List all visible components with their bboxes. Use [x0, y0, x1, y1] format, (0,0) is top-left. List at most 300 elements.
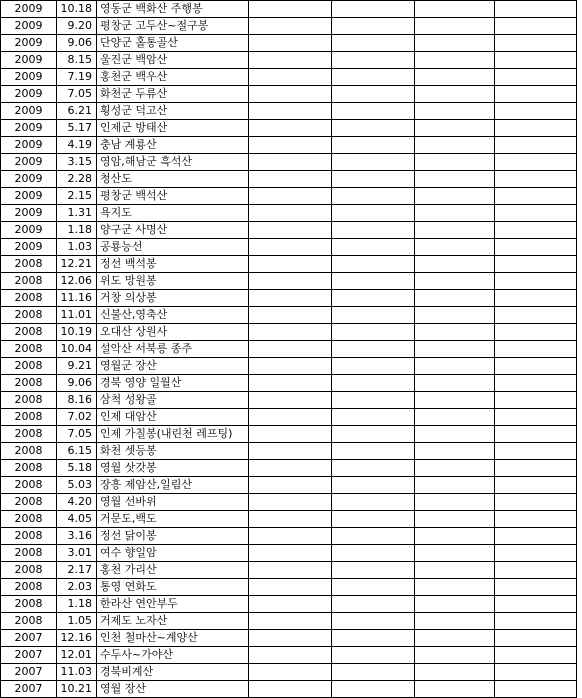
date-cell[interactable]: 4.20 — [57, 494, 97, 511]
place-cell[interactable]: 통영 연화도 — [97, 579, 249, 596]
year-cell[interactable]: 2008 — [1, 256, 57, 273]
empty-cell[interactable] — [332, 137, 415, 154]
empty-cell[interactable] — [249, 375, 332, 392]
empty-cell[interactable] — [495, 511, 577, 528]
empty-cell[interactable] — [332, 443, 415, 460]
place-cell[interactable]: 화천군 두류산 — [97, 86, 249, 103]
empty-cell[interactable] — [495, 375, 577, 392]
empty-cell[interactable] — [415, 664, 495, 681]
year-cell[interactable]: 2008 — [1, 358, 57, 375]
empty-cell[interactable] — [332, 86, 415, 103]
year-cell[interactable]: 2008 — [1, 562, 57, 579]
empty-cell[interactable] — [495, 120, 577, 137]
empty-cell[interactable] — [415, 375, 495, 392]
place-cell[interactable]: 거제도 노자산 — [97, 613, 249, 630]
empty-cell[interactable] — [415, 681, 495, 698]
empty-cell[interactable] — [332, 35, 415, 52]
empty-cell[interactable] — [495, 613, 577, 630]
empty-cell[interactable] — [249, 307, 332, 324]
place-cell[interactable]: 단양군 홀통골산 — [97, 35, 249, 52]
empty-cell[interactable] — [249, 392, 332, 409]
place-cell[interactable]: 경북 영양 일월산 — [97, 375, 249, 392]
empty-cell[interactable] — [249, 596, 332, 613]
empty-cell[interactable] — [249, 18, 332, 35]
place-cell[interactable]: 영월군 장산 — [97, 358, 249, 375]
place-cell[interactable]: 오대산 상원사 — [97, 324, 249, 341]
empty-cell[interactable] — [415, 205, 495, 222]
empty-cell[interactable] — [332, 494, 415, 511]
year-cell[interactable]: 2009 — [1, 154, 57, 171]
date-cell[interactable]: 12.21 — [57, 256, 97, 273]
year-cell[interactable]: 2008 — [1, 324, 57, 341]
empty-cell[interactable] — [415, 477, 495, 494]
empty-cell[interactable] — [332, 664, 415, 681]
empty-cell[interactable] — [249, 1, 332, 18]
place-cell[interactable]: 경북비계산 — [97, 664, 249, 681]
empty-cell[interactable] — [495, 137, 577, 154]
empty-cell[interactable] — [415, 307, 495, 324]
table-row — [1, 681, 577, 698]
empty-cell[interactable] — [415, 35, 495, 52]
date-cell[interactable]: 8.16 — [57, 392, 97, 409]
empty-cell[interactable] — [249, 324, 332, 341]
empty-cell[interactable] — [249, 579, 332, 596]
empty-cell[interactable] — [332, 375, 415, 392]
place-cell[interactable]: 정선 닭이봉 — [97, 528, 249, 545]
empty-cell[interactable] — [249, 630, 332, 647]
empty-cell[interactable] — [249, 86, 332, 103]
empty-cell[interactable] — [249, 239, 332, 256]
year-cell[interactable]: 2009 — [1, 69, 57, 86]
empty-cell[interactable] — [332, 52, 415, 69]
year-cell[interactable]: 2008 — [1, 460, 57, 477]
empty-cell[interactable] — [332, 545, 415, 562]
year-cell[interactable]: 2007 — [1, 681, 57, 698]
table-row — [1, 188, 577, 205]
empty-cell[interactable] — [415, 188, 495, 205]
empty-cell[interactable] — [249, 511, 332, 528]
table-row — [1, 273, 577, 290]
year-cell[interactable]: 2008 — [1, 392, 57, 409]
empty-cell[interactable] — [332, 1, 415, 18]
place-cell[interactable]: 정선 백석봉 — [97, 256, 249, 273]
place-cell[interactable]: 욕지도 — [97, 205, 249, 222]
place-cell[interactable]: 설악산 서북릉 종주 — [97, 341, 249, 358]
empty-cell[interactable] — [332, 426, 415, 443]
empty-cell[interactable] — [495, 647, 577, 664]
year-cell[interactable]: 2009 — [1, 120, 57, 137]
date-cell[interactable]: 6.15 — [57, 443, 97, 460]
empty-cell[interactable] — [495, 528, 577, 545]
year-cell[interactable]: 2009 — [1, 35, 57, 52]
year-cell[interactable]: 2008 — [1, 579, 57, 596]
place-cell[interactable]: 인제 가칠봉(내린천 레프팅) — [97, 426, 249, 443]
place-cell[interactable]: 홍천 가리산 — [97, 562, 249, 579]
table-row — [1, 358, 577, 375]
empty-cell[interactable] — [332, 341, 415, 358]
date-cell[interactable]: 3.15 — [57, 154, 97, 171]
empty-cell[interactable] — [332, 392, 415, 409]
empty-cell[interactable] — [495, 392, 577, 409]
empty-cell[interactable] — [495, 222, 577, 239]
empty-cell[interactable] — [332, 562, 415, 579]
empty-cell[interactable] — [495, 409, 577, 426]
empty-cell[interactable] — [495, 358, 577, 375]
empty-cell[interactable] — [249, 35, 332, 52]
empty-cell[interactable] — [249, 103, 332, 120]
date-cell[interactable]: 10.21 — [57, 681, 97, 698]
year-cell[interactable]: 2007 — [1, 664, 57, 681]
date-cell[interactable]: 2.15 — [57, 188, 97, 205]
empty-cell[interactable] — [415, 579, 495, 596]
empty-cell[interactable] — [249, 528, 332, 545]
empty-cell[interactable] — [332, 409, 415, 426]
empty-cell[interactable] — [495, 562, 577, 579]
date-cell[interactable]: 4.05 — [57, 511, 97, 528]
empty-cell[interactable] — [415, 222, 495, 239]
empty-cell[interactable] — [249, 69, 332, 86]
date-cell[interactable]: 1.18 — [57, 596, 97, 613]
date-cell[interactable]: 1.03 — [57, 239, 97, 256]
date-cell[interactable]: 3.16 — [57, 528, 97, 545]
empty-cell[interactable] — [249, 494, 332, 511]
date-cell[interactable]: 2.28 — [57, 171, 97, 188]
table-row — [1, 103, 577, 120]
empty-cell[interactable] — [249, 120, 332, 137]
date-cell[interactable]: 7.05 — [57, 86, 97, 103]
empty-cell[interactable] — [332, 18, 415, 35]
empty-cell[interactable] — [415, 256, 495, 273]
place-cell[interactable]: 영암,해남군 흑석산 — [97, 154, 249, 171]
empty-cell[interactable] — [332, 613, 415, 630]
empty-cell[interactable] — [495, 664, 577, 681]
date-cell[interactable]: 2.03 — [57, 579, 97, 596]
empty-cell[interactable] — [249, 205, 332, 222]
empty-cell[interactable] — [415, 52, 495, 69]
empty-cell[interactable] — [495, 103, 577, 120]
empty-cell[interactable] — [495, 154, 577, 171]
year-cell[interactable]: 2009 — [1, 205, 57, 222]
date-cell[interactable]: 10.04 — [57, 341, 97, 358]
year-cell[interactable]: 2008 — [1, 494, 57, 511]
year-cell[interactable]: 2008 — [1, 528, 57, 545]
empty-cell[interactable] — [415, 341, 495, 358]
empty-cell[interactable] — [495, 341, 577, 358]
empty-cell[interactable] — [495, 35, 577, 52]
place-cell[interactable]: 거문도,백도 — [97, 511, 249, 528]
place-cell[interactable]: 위도 망원봉 — [97, 273, 249, 290]
empty-cell[interactable] — [495, 460, 577, 477]
date-cell[interactable]: 5.03 — [57, 477, 97, 494]
date-cell[interactable]: 5.18 — [57, 460, 97, 477]
date-cell[interactable]: 11.01 — [57, 307, 97, 324]
place-cell[interactable]: 수두사~가야산 — [97, 647, 249, 664]
empty-cell[interactable] — [249, 52, 332, 69]
empty-cell[interactable] — [415, 273, 495, 290]
date-cell[interactable]: 4.19 — [57, 137, 97, 154]
empty-cell[interactable] — [249, 562, 332, 579]
year-cell[interactable]: 2008 — [1, 341, 57, 358]
date-cell[interactable]: 2.17 — [57, 562, 97, 579]
table-row — [1, 443, 577, 460]
year-cell[interactable]: 2008 — [1, 613, 57, 630]
empty-cell[interactable] — [332, 324, 415, 341]
empty-cell[interactable] — [332, 188, 415, 205]
date-cell[interactable]: 12.16 — [57, 630, 97, 647]
empty-cell[interactable] — [249, 290, 332, 307]
empty-cell[interactable] — [415, 630, 495, 647]
year-cell[interactable]: 2008 — [1, 596, 57, 613]
date-cell[interactable]: 3.01 — [57, 545, 97, 562]
empty-cell[interactable] — [249, 477, 332, 494]
empty-cell[interactable] — [415, 358, 495, 375]
empty-cell[interactable] — [415, 86, 495, 103]
empty-cell[interactable] — [495, 1, 577, 18]
empty-cell[interactable] — [332, 69, 415, 86]
empty-cell[interactable] — [249, 154, 332, 171]
empty-cell[interactable] — [332, 256, 415, 273]
table-row — [1, 511, 577, 528]
empty-cell[interactable] — [415, 120, 495, 137]
date-cell[interactable]: 12.01 — [57, 647, 97, 664]
date-cell[interactable]: 8.15 — [57, 52, 97, 69]
empty-cell[interactable] — [495, 494, 577, 511]
empty-cell[interactable] — [332, 120, 415, 137]
empty-cell[interactable] — [249, 188, 332, 205]
empty-cell[interactable] — [495, 273, 577, 290]
empty-cell[interactable] — [249, 358, 332, 375]
empty-cell[interactable] — [415, 69, 495, 86]
empty-cell[interactable] — [332, 205, 415, 222]
empty-cell[interactable] — [249, 664, 332, 681]
place-cell[interactable]: 영동군 백화산 주행봉 — [97, 1, 249, 18]
place-cell[interactable]: 삼척 성왕골 — [97, 392, 249, 409]
date-cell[interactable]: 11.16 — [57, 290, 97, 307]
empty-cell[interactable] — [332, 630, 415, 647]
year-cell[interactable]: 2009 — [1, 103, 57, 120]
empty-cell[interactable] — [249, 222, 332, 239]
empty-cell[interactable] — [495, 171, 577, 188]
empty-cell[interactable] — [495, 188, 577, 205]
empty-cell[interactable] — [415, 545, 495, 562]
empty-cell[interactable] — [495, 290, 577, 307]
year-cell[interactable]: 2009 — [1, 86, 57, 103]
empty-cell[interactable] — [249, 341, 332, 358]
year-cell[interactable]: 2008 — [1, 511, 57, 528]
empty-cell[interactable] — [332, 647, 415, 664]
empty-cell[interactable] — [415, 154, 495, 171]
date-cell[interactable]: 10.18 — [57, 1, 97, 18]
empty-cell[interactable] — [332, 528, 415, 545]
place-cell[interactable]: 화천 셋등봉 — [97, 443, 249, 460]
place-cell[interactable]: 공룡능선 — [97, 239, 249, 256]
empty-cell[interactable] — [332, 477, 415, 494]
empty-cell[interactable] — [332, 460, 415, 477]
empty-cell[interactable] — [332, 681, 415, 698]
empty-cell[interactable] — [415, 596, 495, 613]
table-row — [1, 426, 577, 443]
empty-cell[interactable] — [495, 681, 577, 698]
place-cell[interactable]: 장흥 제암산,일림산 — [97, 477, 249, 494]
empty-cell[interactable] — [415, 392, 495, 409]
empty-cell[interactable] — [495, 239, 577, 256]
empty-cell[interactable] — [332, 103, 415, 120]
year-cell[interactable]: 2008 — [1, 375, 57, 392]
year-cell[interactable]: 2009 — [1, 52, 57, 69]
empty-cell[interactable] — [415, 528, 495, 545]
empty-cell[interactable] — [249, 409, 332, 426]
year-cell[interactable]: 2008 — [1, 273, 57, 290]
empty-cell[interactable] — [332, 273, 415, 290]
place-cell[interactable]: 거창 의상봉 — [97, 290, 249, 307]
empty-cell[interactable] — [495, 86, 577, 103]
empty-cell[interactable] — [332, 154, 415, 171]
place-cell[interactable]: 충남 계룡산 — [97, 137, 249, 154]
empty-cell[interactable] — [249, 256, 332, 273]
date-cell[interactable]: 7.05 — [57, 426, 97, 443]
empty-cell[interactable] — [415, 324, 495, 341]
place-cell[interactable]: 인제군 방태산 — [97, 120, 249, 137]
empty-cell[interactable] — [415, 647, 495, 664]
year-cell[interactable]: 2007 — [1, 630, 57, 647]
empty-cell[interactable] — [415, 409, 495, 426]
empty-cell[interactable] — [415, 426, 495, 443]
place-cell[interactable]: 영월 장산 — [97, 681, 249, 698]
empty-cell[interactable] — [415, 443, 495, 460]
year-cell[interactable]: 2009 — [1, 18, 57, 35]
table-row — [1, 613, 577, 630]
place-cell[interactable]: 양구군 사명산 — [97, 222, 249, 239]
empty-cell[interactable] — [249, 460, 332, 477]
empty-cell[interactable] — [415, 613, 495, 630]
place-cell[interactable]: 평창군 백석산 — [97, 188, 249, 205]
date-cell[interactable]: 11.03 — [57, 664, 97, 681]
date-cell[interactable]: 9.20 — [57, 18, 97, 35]
empty-cell[interactable] — [495, 630, 577, 647]
date-cell[interactable]: 1.31 — [57, 205, 97, 222]
date-cell[interactable]: 7.02 — [57, 409, 97, 426]
table-row — [1, 205, 577, 222]
empty-cell[interactable] — [249, 137, 332, 154]
year-cell[interactable]: 2008 — [1, 290, 57, 307]
empty-cell[interactable] — [415, 18, 495, 35]
empty-cell[interactable] — [332, 171, 415, 188]
place-cell[interactable]: 신불산,영축산 — [97, 307, 249, 324]
empty-cell[interactable] — [495, 443, 577, 460]
date-cell[interactable]: 1.18 — [57, 222, 97, 239]
table-row — [1, 256, 577, 273]
empty-cell[interactable] — [332, 239, 415, 256]
place-cell[interactable]: 횡성군 덕고산 — [97, 103, 249, 120]
empty-cell[interactable] — [249, 426, 332, 443]
empty-cell[interactable] — [415, 239, 495, 256]
empty-cell[interactable] — [495, 324, 577, 341]
year-cell[interactable]: 2008 — [1, 409, 57, 426]
place-cell[interactable]: 청산도 — [97, 171, 249, 188]
empty-cell[interactable] — [415, 103, 495, 120]
place-cell[interactable]: 영월 선바위 — [97, 494, 249, 511]
empty-cell[interactable] — [332, 290, 415, 307]
table-row — [1, 409, 577, 426]
empty-cell[interactable] — [332, 358, 415, 375]
empty-cell[interactable] — [495, 307, 577, 324]
year-cell[interactable]: 2008 — [1, 477, 57, 494]
year-cell[interactable]: 2009 — [1, 188, 57, 205]
empty-cell[interactable] — [332, 579, 415, 596]
year-cell[interactable]: 2008 — [1, 545, 57, 562]
year-cell[interactable]: 2007 — [1, 647, 57, 664]
empty-cell[interactable] — [495, 205, 577, 222]
year-cell[interactable]: 2008 — [1, 307, 57, 324]
place-cell[interactable]: 영월 삿갓봉 — [97, 460, 249, 477]
table-row — [1, 18, 577, 35]
empty-cell[interactable] — [415, 171, 495, 188]
empty-cell[interactable] — [249, 647, 332, 664]
date-cell[interactable]: 9.21 — [57, 358, 97, 375]
empty-cell[interactable] — [249, 273, 332, 290]
date-cell[interactable]: 9.06 — [57, 375, 97, 392]
empty-cell[interactable] — [495, 596, 577, 613]
empty-cell[interactable] — [332, 596, 415, 613]
date-cell[interactable]: 7.19 — [57, 69, 97, 86]
empty-cell[interactable] — [495, 69, 577, 86]
empty-cell[interactable] — [495, 477, 577, 494]
date-cell[interactable]: 6.21 — [57, 103, 97, 120]
date-cell[interactable]: 1.05 — [57, 613, 97, 630]
date-cell[interactable]: 5.17 — [57, 120, 97, 137]
date-cell[interactable]: 10.19 — [57, 324, 97, 341]
empty-cell[interactable] — [249, 545, 332, 562]
year-cell[interactable]: 2009 — [1, 1, 57, 18]
empty-cell[interactable] — [415, 494, 495, 511]
empty-cell[interactable] — [495, 579, 577, 596]
year-cell[interactable]: 2009 — [1, 137, 57, 154]
place-cell[interactable]: 여수 향일암 — [97, 545, 249, 562]
empty-cell[interactable] — [415, 290, 495, 307]
empty-cell[interactable] — [332, 307, 415, 324]
empty-cell[interactable] — [415, 1, 495, 18]
date-cell[interactable]: 9.06 — [57, 35, 97, 52]
empty-cell[interactable] — [495, 18, 577, 35]
empty-cell[interactable] — [249, 613, 332, 630]
empty-cell[interactable] — [415, 562, 495, 579]
place-cell[interactable]: 인제 대암산 — [97, 409, 249, 426]
year-cell[interactable]: 2009 — [1, 171, 57, 188]
year-cell[interactable]: 2008 — [1, 426, 57, 443]
empty-cell[interactable] — [415, 511, 495, 528]
empty-cell[interactable] — [332, 222, 415, 239]
place-cell[interactable]: 홍천군 백우산 — [97, 69, 249, 86]
empty-cell[interactable] — [415, 460, 495, 477]
year-cell[interactable]: 2009 — [1, 222, 57, 239]
year-cell[interactable]: 2008 — [1, 443, 57, 460]
empty-cell[interactable] — [495, 426, 577, 443]
empty-cell[interactable] — [495, 52, 577, 69]
empty-cell[interactable] — [415, 137, 495, 154]
place-cell[interactable]: 인천 철마산~계양산 — [97, 630, 249, 647]
year-cell[interactable]: 2009 — [1, 239, 57, 256]
empty-cell[interactable] — [495, 545, 577, 562]
place-cell[interactable]: 울진군 백암산 — [97, 52, 249, 69]
empty-cell[interactable] — [332, 511, 415, 528]
place-cell[interactable]: 한라산 연안부두 — [97, 596, 249, 613]
empty-cell[interactable] — [249, 171, 332, 188]
empty-cell[interactable] — [249, 681, 332, 698]
place-cell[interactable]: 평창군 고두산~절구봉 — [97, 18, 249, 35]
date-cell[interactable]: 12.06 — [57, 273, 97, 290]
empty-cell[interactable] — [249, 443, 332, 460]
empty-cell[interactable] — [495, 256, 577, 273]
